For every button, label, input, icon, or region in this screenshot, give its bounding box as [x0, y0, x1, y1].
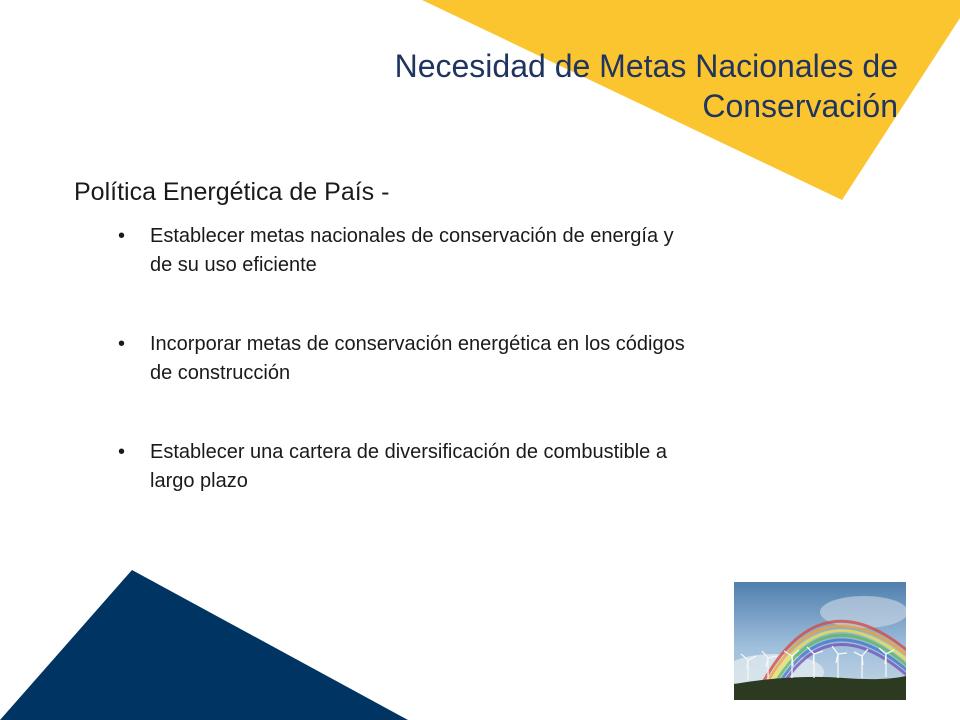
- navy-corner-shape: [0, 570, 408, 720]
- bullet-text-line-2: de construcción: [150, 362, 291, 384]
- bullet-marker: •: [118, 441, 126, 463]
- slide-title-line-1: Necesidad de Metas Nacionales de: [394, 48, 898, 84]
- bullet-text-line-1: Incorporar metas de conservación energética en los códigos: [150, 333, 685, 355]
- slide-title: [300, 46, 898, 126]
- bullet-text-line-1: Establecer metas nacionales de conservación de energía y: [150, 225, 674, 247]
- rainbow-wind-turbines-photo: [734, 582, 906, 700]
- bullet-text-line-2: largo plazo: [150, 470, 248, 492]
- slide-title-line-2: Conservación: [702, 88, 898, 124]
- bullet-item: [116, 438, 856, 496]
- bullet-item: [116, 330, 856, 388]
- bullet-marker: •: [118, 333, 126, 355]
- bullet-text-line-2: de su uso eficiente: [150, 254, 317, 276]
- section-heading: Política Energética de País -: [74, 178, 390, 206]
- bullet-item: [116, 222, 856, 280]
- bullet-list: [116, 222, 856, 546]
- bullet-text-line-1: Establecer una cartera de diversificación de combustible a: [150, 441, 667, 463]
- bullet-marker: •: [118, 225, 126, 247]
